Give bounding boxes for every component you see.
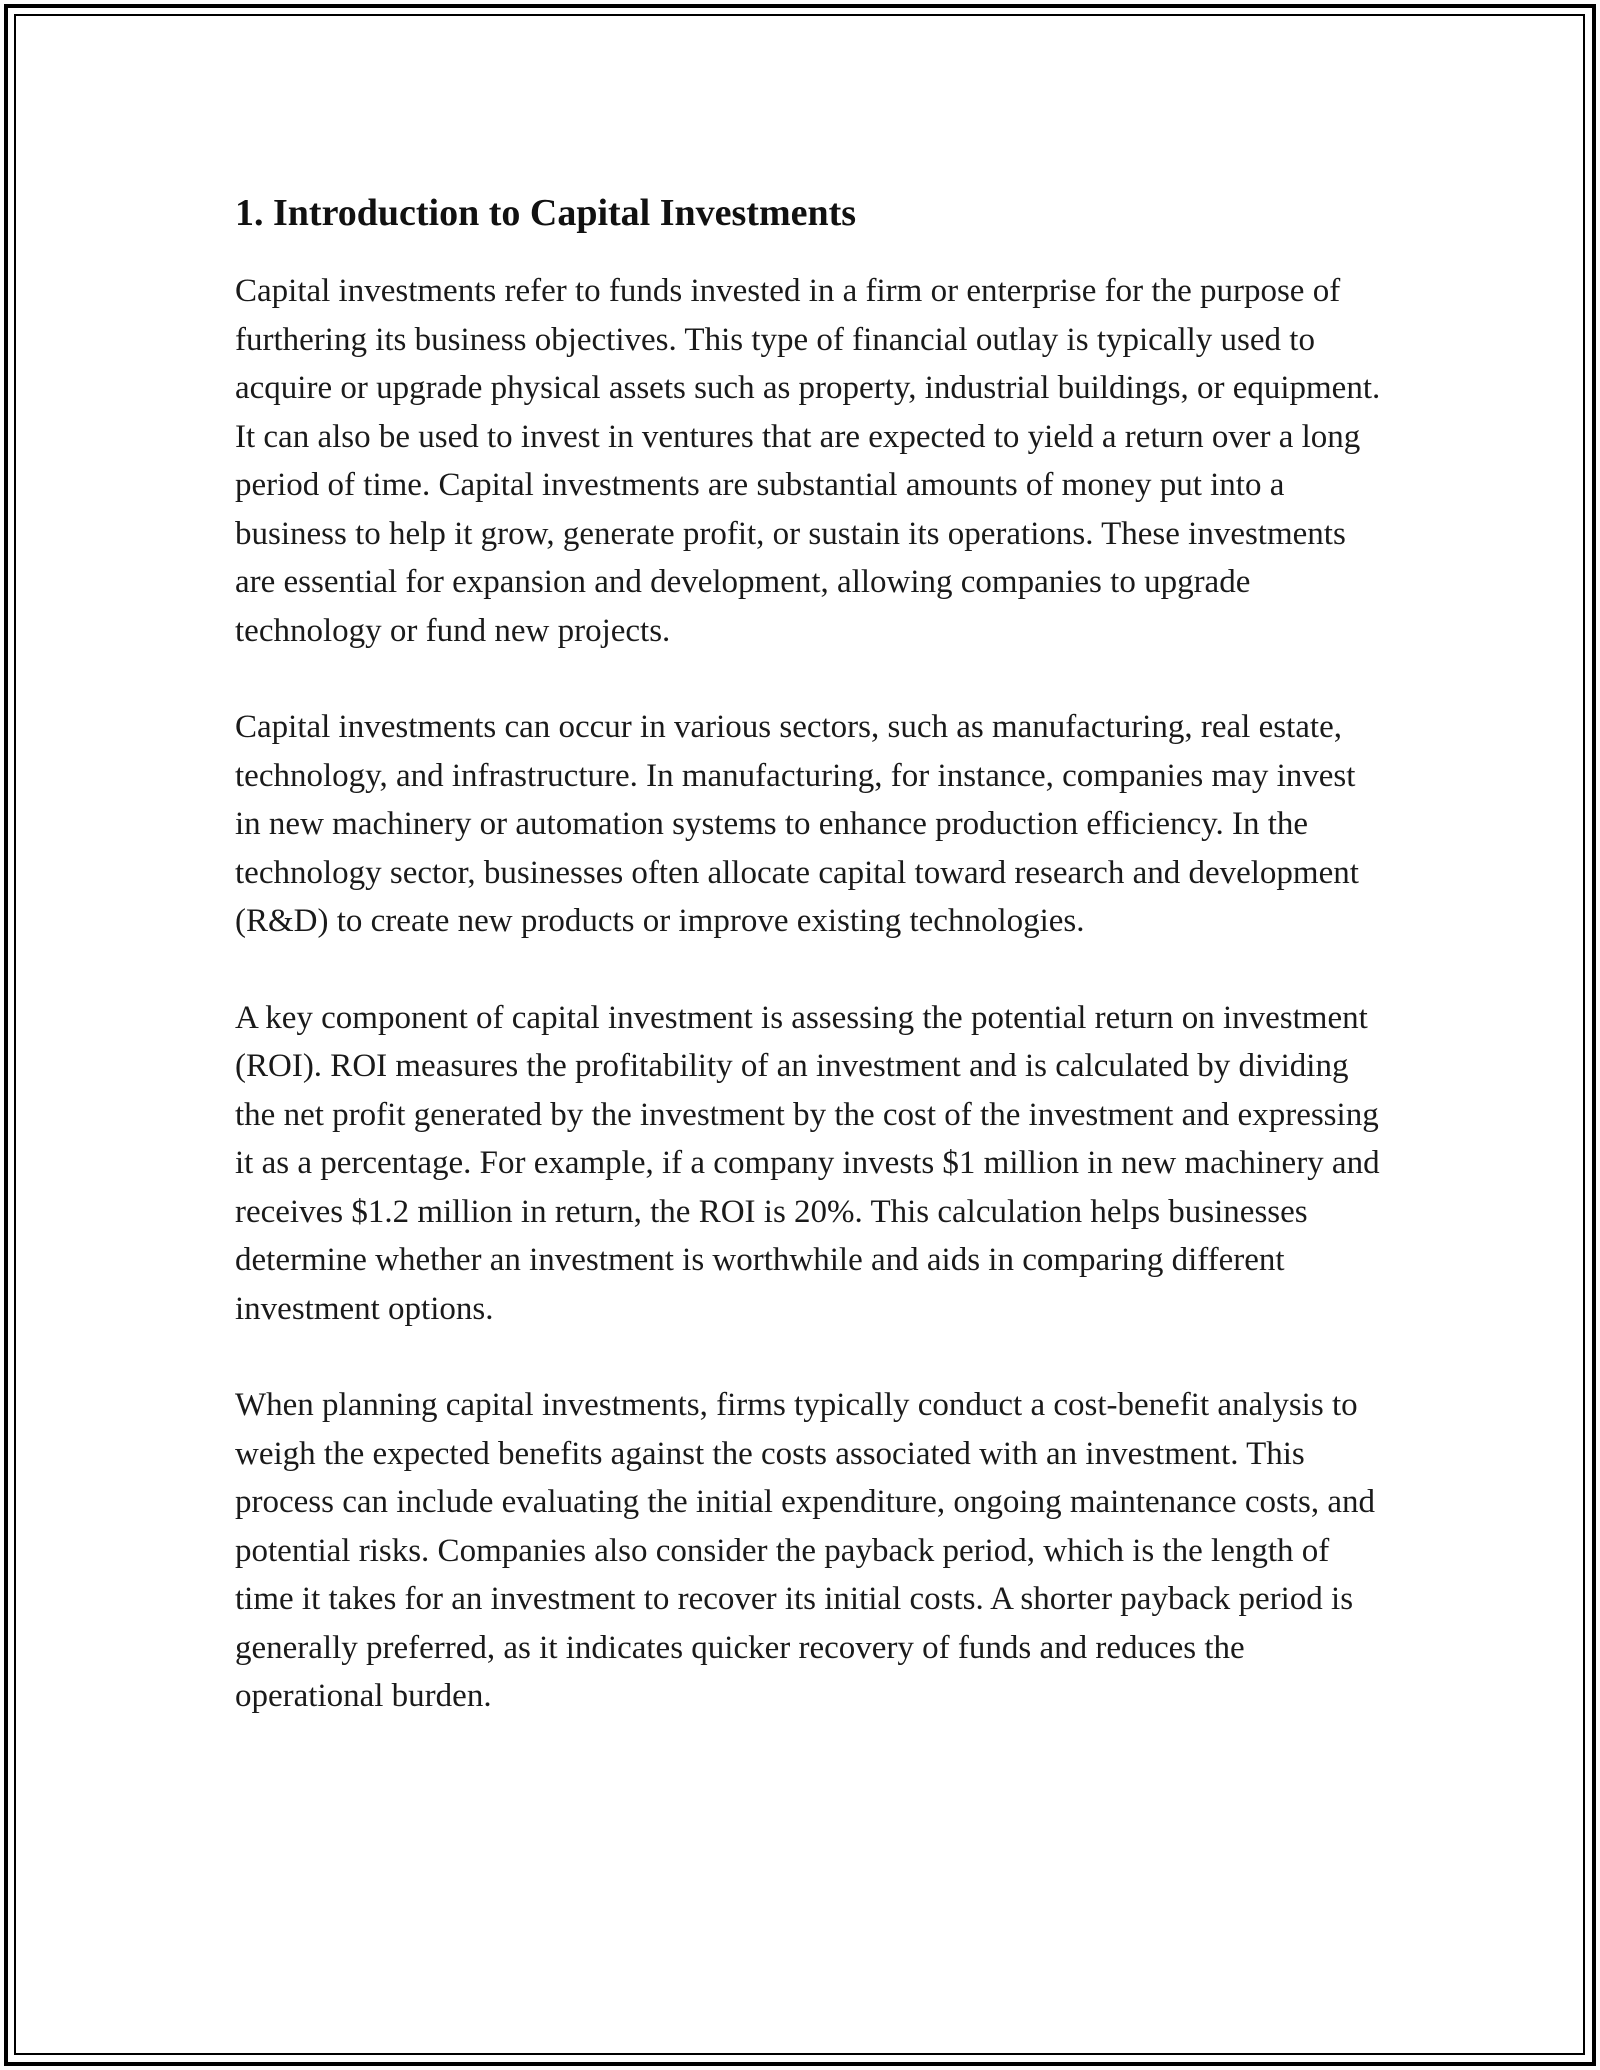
document-body (235, 185, 1385, 1769)
paragraph-roi: A key component of capital investment is assessing the potential return on investment (ROI). ROI measures the profitability of an investment and is calculated by dividing the net profit generated by the investment by the cost of the investment and expressing it as a percentage. For example, if a company invests $1 million in new machinery and receives $1.2 million in return, the ROI is 20%. This calculation helps businesses determine whether an investment is worthwhile and aids in comparing different investment options. (235, 999, 1380, 1327)
paragraph-cost-benefit: When planning capital investments, firms typically conduct a cost-benefit analysis to weigh the expected benefits against the costs associated with an investment. This process can include evaluating the initial expenditure, ongoing maintenance costs, and potential risks. Companies also consider the payback period, which is the length of time it takes for an investment to recover its initial costs. A shorter payback period is generally preferred, as it indicates quicker recovery of funds and reduces the operational burden. (235, 1387, 1375, 1714)
paragraph-definition: Capital investments refer to funds invested in a firm or enterprise for the purpose of furthering its business objectives. This type of financial outlay is typically used to acquire or upgrade physical assets such as property, industrial buildings, or equipment. It can also be used to invest in ventures that are expected to yield a return over a long period of time. Capital investments are substantial amounts of money put into a business to help it grow, generate profit, or sustain its operations. These investments are essential for expansion and development, allowing companies to upgrade technology or fund new projects. (235, 273, 1381, 649)
paragraph-sectors: Capital investments can occur in various sectors, such as manufacturing, real estate, technology, and infrastructure. In manufacturing, for instance, companies may invest in new machinery or automation systems to enhance production efficiency. In the technology sector, businesses often allocate capital toward research and development (R&D) to create new products or improve existing technologies. (235, 709, 1359, 939)
section-heading: 1. Introduction to Capital Investments (235, 192, 857, 234)
